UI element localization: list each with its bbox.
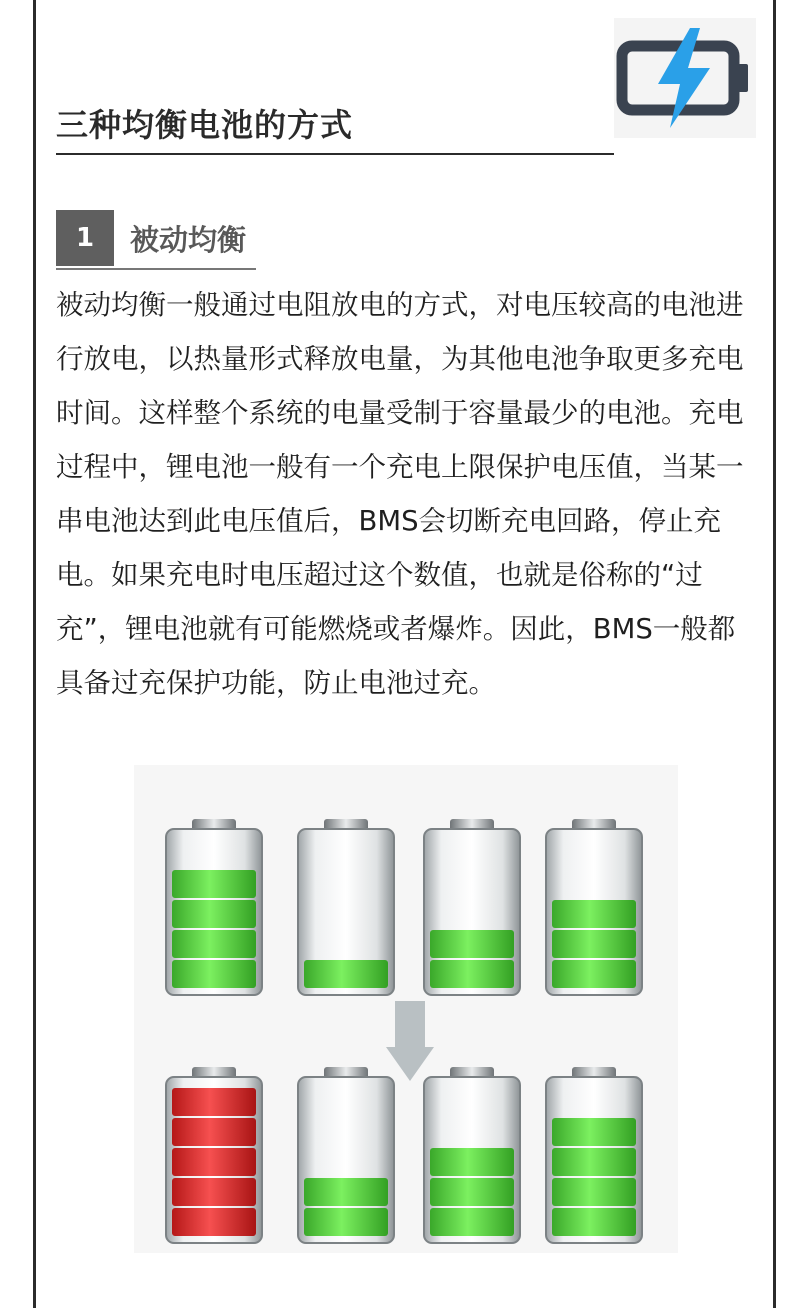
subsection-number-badge: 1 — [56, 210, 114, 266]
after-battery-4-cell — [552, 1178, 636, 1206]
after-battery-2-cell — [304, 1178, 388, 1206]
after-battery-3-cell — [430, 1178, 514, 1206]
after-battery-1 — [166, 1067, 262, 1243]
subsection-title: 被动均衡 — [130, 223, 247, 257]
after-battery-1-cell — [172, 1178, 256, 1206]
before-battery-1-cell — [172, 870, 256, 898]
before-battery-3 — [424, 819, 520, 995]
balancing-illustration — [134, 765, 678, 1253]
before-battery-1-cell — [172, 930, 256, 958]
after-battery-2-cell — [304, 1208, 388, 1236]
after-battery-4-cell — [552, 1118, 636, 1146]
before-battery-4-cell — [552, 930, 636, 958]
frame-left-border — [33, 0, 36, 1308]
before-battery-1-cell — [172, 900, 256, 928]
after-battery-4 — [546, 1067, 642, 1243]
before-battery-1 — [166, 819, 262, 995]
after-battery-1-cell — [172, 1148, 256, 1176]
before-battery-2 — [298, 819, 394, 995]
down-arrow-icon — [386, 1001, 434, 1081]
subsection-divider — [56, 268, 256, 270]
after-battery-3-cell — [430, 1148, 514, 1176]
after-battery-4-cell — [552, 1148, 636, 1176]
frame-right-border — [773, 0, 776, 1308]
body-paragraph: 被动均衡一般通过电阻放电的方式，对电压较高的电池进行放电，以热量形式释放电量，为其他电池争取更多充电时间。这样整个系统的电量受制于容量最少的电池。充电过程中，锂电池一般有一个充电上限保护电压值，当某一串电池达到此电压值后，BMS会切断充电回路，停止充电。如果充电时电压超过这个数值，也就是俗称的“过充”，锂电池就有可能燃烧或者爆炸。因此，BMS一般都具备过充保护功能，防止电池过充。 — [56, 289, 744, 699]
title-divider — [56, 153, 614, 155]
after-battery-1-cell — [172, 1118, 256, 1146]
after-battery-1-cell — [172, 1208, 256, 1236]
before-battery-4-cell — [552, 960, 636, 988]
before-battery-4 — [546, 819, 642, 995]
after-battery-1-cell — [172, 1088, 256, 1116]
before-battery-4-cell — [552, 900, 636, 928]
after-battery-3 — [424, 1067, 520, 1243]
before-battery-3-cell — [430, 930, 514, 958]
section-title: 三种均衡电池的方式 — [56, 106, 354, 144]
before-battery-3-cell — [430, 960, 514, 988]
before-battery-1-cell — [172, 960, 256, 988]
battery-charging-icon — [614, 18, 756, 138]
after-battery-3-cell — [430, 1208, 514, 1236]
before-battery-2-cell — [304, 960, 388, 988]
after-battery-4-cell — [552, 1208, 636, 1236]
after-battery-2 — [298, 1067, 394, 1243]
